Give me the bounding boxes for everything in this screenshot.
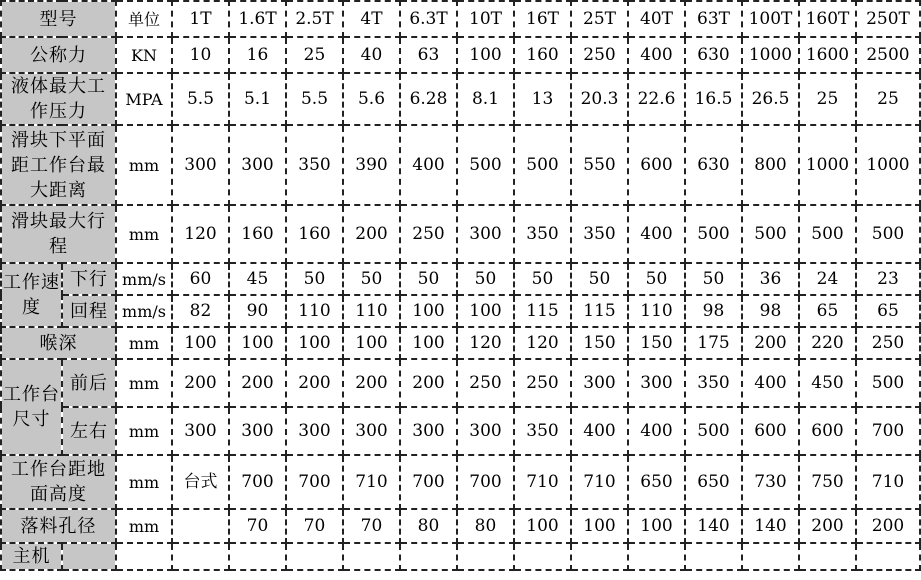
value-cell: 16 (229, 37, 286, 73)
value-cell: 8.1 (457, 73, 514, 125)
value-cell: 82 (172, 295, 229, 327)
value-cell: 700 (400, 455, 457, 509)
row-label: 喉深 (1, 327, 116, 359)
value-cell: 台式 (172, 455, 229, 509)
value-cell: 400 (628, 407, 685, 455)
value-cell: 400 (400, 125, 457, 205)
unit-cell: mm (116, 359, 172, 407)
model-cell: 25T (571, 1, 628, 37)
value-cell: 200 (286, 359, 343, 407)
value-cell (628, 543, 685, 570)
value-cell: 24 (799, 263, 856, 295)
value-cell: 200 (742, 327, 799, 359)
value-cell: 5.6 (343, 73, 400, 125)
value-cell: 300 (229, 125, 286, 205)
value-cell: 23 (856, 263, 920, 295)
value-cell: 16.5 (685, 73, 742, 125)
value-cell: 65 (856, 295, 920, 327)
value-cell: 36 (742, 263, 799, 295)
value-cell: 50 (514, 263, 571, 295)
model-cell: 160T (799, 1, 856, 37)
model-header: 型号 (1, 1, 116, 37)
value-cell: 50 (685, 263, 742, 295)
value-cell: 65 (799, 295, 856, 327)
value-cell: 115 (571, 295, 628, 327)
value-cell: 1000 (799, 125, 856, 205)
row-label: 滑块最大行程 (1, 205, 116, 263)
value-cell: 110 (628, 295, 685, 327)
value-cell: 200 (229, 359, 286, 407)
value-cell: 1600 (799, 37, 856, 73)
sub-label: 左右 (62, 407, 116, 455)
model-cell: 40T (628, 1, 685, 37)
value-cell (856, 543, 920, 570)
value-cell: 140 (685, 509, 742, 543)
sub-label: 前后 (62, 359, 116, 407)
value-cell: 300 (457, 407, 514, 455)
value-cell: 90 (229, 295, 286, 327)
value-cell: 500 (742, 205, 799, 263)
value-cell: 5.5 (172, 73, 229, 125)
unit-cell: MPA (116, 73, 172, 125)
value-cell: 22.6 (628, 73, 685, 125)
value-cell: 630 (685, 125, 742, 205)
unit-cell: mm (116, 205, 172, 263)
sub-label: 下行 (62, 263, 116, 295)
value-cell: 20.3 (571, 73, 628, 125)
value-cell: 100 (628, 509, 685, 543)
value-cell (229, 543, 286, 570)
value-cell: 70 (343, 509, 400, 543)
value-cell: 100 (457, 295, 514, 327)
unit-cell: mm (116, 509, 172, 543)
value-cell: 500 (685, 407, 742, 455)
value-cell: 350 (514, 407, 571, 455)
sub-label (62, 543, 116, 570)
value-cell: 350 (571, 205, 628, 263)
value-cell: 5.5 (286, 73, 343, 125)
value-cell: 300 (628, 359, 685, 407)
value-cell: 300 (343, 407, 400, 455)
value-cell: 200 (856, 509, 920, 543)
value-cell (286, 543, 343, 570)
value-cell: 2500 (856, 37, 920, 73)
value-cell: 300 (571, 359, 628, 407)
value-cell: 100 (457, 37, 514, 73)
value-cell: 40 (343, 37, 400, 73)
unit-cell: mm/s (116, 263, 172, 295)
value-cell: 26.5 (742, 73, 799, 125)
value-cell: 200 (343, 359, 400, 407)
value-cell: 100 (229, 327, 286, 359)
value-cell: 390 (343, 125, 400, 205)
value-cell: 50 (286, 263, 343, 295)
value-cell: 400 (742, 359, 799, 407)
value-cell: 150 (571, 327, 628, 359)
value-cell: 500 (856, 359, 920, 407)
value-cell: 160 (286, 205, 343, 263)
value-cell: 500 (685, 205, 742, 263)
value-cell: 100 (286, 327, 343, 359)
row-label: 工作台尺寸 (1, 359, 62, 455)
value-cell: 800 (742, 125, 799, 205)
value-cell (172, 509, 229, 543)
value-cell: 80 (400, 509, 457, 543)
value-cell: 160 (514, 37, 571, 73)
row-label: 落料孔径 (1, 509, 116, 543)
value-cell: 25 (799, 73, 856, 125)
value-cell: 120 (457, 327, 514, 359)
value-cell: 5.1 (229, 73, 286, 125)
value-cell: 400 (571, 407, 628, 455)
model-cell: 63T (685, 1, 742, 37)
value-cell: 60 (172, 263, 229, 295)
value-cell: 115 (514, 295, 571, 327)
value-cell: 500 (457, 125, 514, 205)
value-cell: 150 (628, 327, 685, 359)
row-label: 液体最大工作压力 (1, 73, 116, 125)
value-cell: 50 (457, 263, 514, 295)
value-cell: 100 (343, 327, 400, 359)
value-cell: 50 (571, 263, 628, 295)
row-label: 主机 (1, 543, 62, 570)
value-cell: 100 (400, 295, 457, 327)
value-cell: 650 (628, 455, 685, 509)
value-cell: 500 (514, 125, 571, 205)
value-cell: 250 (457, 359, 514, 407)
value-cell: 80 (457, 509, 514, 543)
model-cell: 10T (457, 1, 514, 37)
unit-cell (116, 543, 172, 570)
spec-row-speed-down (1, 263, 920, 295)
value-cell: 50 (343, 263, 400, 295)
value-cell (514, 543, 571, 570)
value-cell: 710 (343, 455, 400, 509)
value-cell: 50 (628, 263, 685, 295)
value-cell: 100 (514, 509, 571, 543)
value-cell: 710 (571, 455, 628, 509)
value-cell: 400 (628, 37, 685, 73)
spec-row-table-front-back (1, 359, 920, 407)
value-cell: 13 (514, 73, 571, 125)
value-cell: 300 (400, 407, 457, 455)
value-cell: 300 (457, 205, 514, 263)
value-cell: 300 (172, 407, 229, 455)
value-cell (457, 543, 514, 570)
value-cell: 160 (229, 205, 286, 263)
spec-row-max-distance (1, 125, 920, 205)
value-cell (343, 543, 400, 570)
model-cell: 1.6T (229, 1, 286, 37)
model-cell: 4T (343, 1, 400, 37)
model-cell: 1T (172, 1, 229, 37)
value-cell (742, 543, 799, 570)
value-cell: 70 (229, 509, 286, 543)
model-cell: 6.3T (400, 1, 457, 37)
value-cell: 45 (229, 263, 286, 295)
value-cell (400, 543, 457, 570)
value-cell: 250 (514, 359, 571, 407)
value-cell: 630 (685, 37, 742, 73)
value-cell: 600 (742, 407, 799, 455)
value-cell: 120 (172, 205, 229, 263)
value-cell: 175 (685, 327, 742, 359)
sub-label: 回程 (62, 295, 116, 327)
value-cell: 98 (742, 295, 799, 327)
value-cell: 110 (286, 295, 343, 327)
spec-row-table-left-right (1, 407, 920, 455)
value-cell: 700 (286, 455, 343, 509)
value-cell: 500 (856, 205, 920, 263)
value-cell (685, 543, 742, 570)
value-cell: 550 (571, 125, 628, 205)
row-label: 公称力 (1, 37, 116, 73)
value-cell: 200 (799, 509, 856, 543)
unit-cell: mm/s (116, 295, 172, 327)
value-cell: 200 (172, 359, 229, 407)
unit-header: 单位 (116, 1, 172, 37)
value-cell: 710 (856, 455, 920, 509)
value-cell: 100 (571, 509, 628, 543)
value-cell: 1000 (856, 125, 920, 205)
value-cell: 250 (856, 327, 920, 359)
value-cell: 63 (400, 37, 457, 73)
value-cell: 10 (172, 37, 229, 73)
value-cell: 350 (514, 205, 571, 263)
value-cell: 200 (343, 205, 400, 263)
value-cell: 350 (286, 125, 343, 205)
row-label: 工作台距地面高度 (1, 455, 116, 509)
value-cell: 110 (343, 295, 400, 327)
value-cell: 100 (172, 327, 229, 359)
value-cell: 300 (286, 407, 343, 455)
unit-cell: mm (116, 327, 172, 359)
value-cell: 700 (229, 455, 286, 509)
spec-row-throat-depth (1, 327, 920, 359)
value-cell (799, 543, 856, 570)
value-cell: 650 (685, 455, 742, 509)
value-cell: 6.28 (400, 73, 457, 125)
value-cell: 70 (286, 509, 343, 543)
value-cell: 250 (571, 37, 628, 73)
value-cell: 700 (457, 455, 514, 509)
value-cell (172, 543, 229, 570)
value-cell: 100 (400, 327, 457, 359)
spec-row-table-height (1, 455, 920, 509)
value-cell: 350 (685, 359, 742, 407)
value-cell: 1000 (742, 37, 799, 73)
value-cell: 25 (856, 73, 920, 125)
value-cell: 710 (514, 455, 571, 509)
unit-cell: mm (116, 455, 172, 509)
model-cell: 100T (742, 1, 799, 37)
value-cell: 600 (628, 125, 685, 205)
value-cell: 750 (799, 455, 856, 509)
spec-row-max-pressure (1, 73, 920, 125)
value-cell: 98 (685, 295, 742, 327)
header-row (1, 1, 920, 37)
value-cell: 50 (400, 263, 457, 295)
spec-row-speed-return (1, 295, 920, 327)
unit-cell: mm (116, 125, 172, 205)
value-cell: 500 (799, 205, 856, 263)
value-cell: 400 (628, 205, 685, 263)
value-cell: 250 (400, 205, 457, 263)
value-cell: 600 (799, 407, 856, 455)
spec-row-partial (1, 543, 920, 570)
spec-row-blanking-hole (1, 509, 920, 543)
value-cell: 25 (286, 37, 343, 73)
spec-row-nominal-force (1, 37, 920, 73)
value-cell (571, 543, 628, 570)
value-cell: 300 (172, 125, 229, 205)
model-cell: 16T (514, 1, 571, 37)
value-cell: 730 (742, 455, 799, 509)
unit-cell: mm (116, 407, 172, 455)
value-cell: 450 (799, 359, 856, 407)
model-cell: 250T (856, 1, 920, 37)
value-cell: 300 (229, 407, 286, 455)
model-cell: 2.5T (286, 1, 343, 37)
unit-cell: KN (116, 37, 172, 73)
row-label: 工作速度 (1, 263, 62, 327)
value-cell: 220 (799, 327, 856, 359)
spec-row-max-stroke (1, 205, 920, 263)
row-label: 滑块下平面距工作台最大距离 (1, 125, 116, 205)
value-cell: 200 (400, 359, 457, 407)
value-cell: 700 (856, 407, 920, 455)
value-cell: 120 (514, 327, 571, 359)
value-cell: 140 (742, 509, 799, 543)
